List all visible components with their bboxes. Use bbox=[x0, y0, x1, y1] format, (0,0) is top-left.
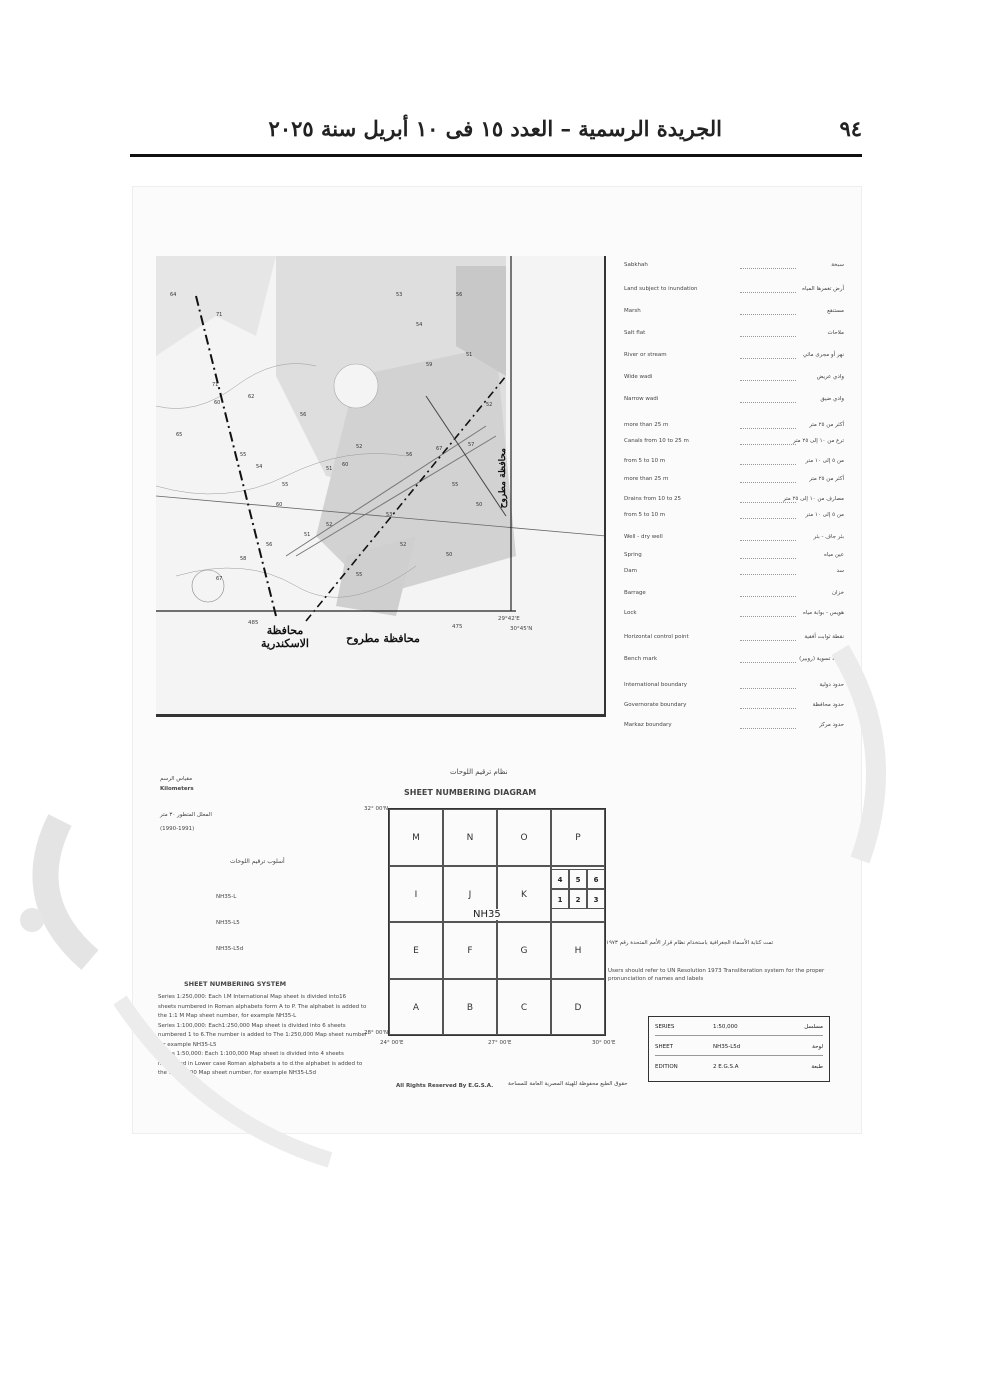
spot-height: 53 bbox=[386, 512, 393, 518]
legend-label-ar: عين مياه bbox=[823, 552, 844, 558]
sub-sheet-cell: 1 bbox=[551, 889, 569, 909]
page-header bbox=[130, 112, 862, 152]
legend-label-en: Land subject to inundation bbox=[624, 286, 698, 292]
example-3: NH35-L5d bbox=[216, 946, 244, 952]
legend-row bbox=[624, 552, 844, 564]
legend-row bbox=[624, 308, 844, 320]
legend-label-en: from 5 to 10 m bbox=[624, 458, 666, 464]
legend-label-en: Barrage bbox=[624, 590, 646, 596]
spot-height: 56 bbox=[300, 412, 307, 418]
rights-en: All Rights Reserved By E.G.S.A. bbox=[396, 1083, 494, 1089]
series-ar: مسلسل bbox=[804, 1024, 823, 1030]
spot-height: 67 bbox=[216, 576, 223, 582]
legend-row bbox=[624, 262, 844, 274]
legend-label-en: Dam bbox=[624, 568, 637, 574]
legend-label-ar: هويس - بوابة مياه bbox=[802, 610, 844, 616]
diagram-center-label: NH35 bbox=[469, 909, 505, 920]
sheet-label: SHEET bbox=[655, 1044, 673, 1050]
diagram-cell: I bbox=[389, 866, 443, 923]
diagram-cell: N bbox=[443, 809, 497, 866]
legend-row bbox=[624, 496, 844, 508]
legend-label-ar: من ٥ إلى ١٠ متر bbox=[805, 512, 844, 518]
system-line: sheets numbered in Roman alphabets form A to P. The alphabet is added to bbox=[158, 1003, 367, 1010]
legend-row bbox=[624, 396, 844, 408]
legend-label-ar: نقطة ثوابت أفقية bbox=[804, 634, 844, 640]
legend-row bbox=[624, 534, 844, 546]
diagram-cell: A bbox=[389, 979, 443, 1036]
spot-height: 53 bbox=[396, 292, 403, 298]
spot-height: 51 bbox=[304, 532, 311, 538]
legend-label-en: Spring bbox=[624, 552, 642, 558]
legend-label-ar: أكثر من ٢٥ متر bbox=[809, 476, 844, 482]
legend-label-en: River or stream bbox=[624, 352, 667, 358]
series-label: SERIES bbox=[655, 1024, 675, 1030]
legend-label-en: Governorate boundary bbox=[624, 702, 687, 708]
diagram-cell: P bbox=[551, 809, 605, 866]
legend-label-en: International boundary bbox=[624, 682, 688, 688]
legend-label-en: Drains from 10 to 25 bbox=[624, 496, 682, 502]
legend-row bbox=[624, 422, 844, 434]
background-watermark bbox=[0, 600, 992, 1220]
legend-leader bbox=[740, 336, 796, 337]
legend-label-en: Markaz boundary bbox=[624, 722, 672, 728]
system-line: numbered in Lower case Roman alphabets a to d.the alphabet is added to bbox=[158, 1060, 363, 1067]
sub-sheet-cell: 2 bbox=[569, 889, 587, 909]
spot-height: 57 bbox=[468, 442, 475, 448]
legend-leader bbox=[740, 444, 796, 445]
survey-date: (1990-1991) bbox=[160, 826, 195, 832]
sub-sheet-cell: 4 bbox=[551, 869, 569, 889]
sub-sheet-cell: 5 bbox=[569, 869, 587, 889]
spot-height: 55 bbox=[240, 452, 247, 458]
legend-label-ar: بئر جاف - بئر bbox=[813, 534, 844, 540]
header-rule bbox=[130, 154, 862, 157]
legend-label-ar: أرض تغمرها المياه bbox=[802, 286, 844, 292]
lon-mid: 27° 00'E bbox=[488, 1040, 512, 1046]
legend-leader bbox=[740, 574, 796, 575]
sheet-ar: لوحة bbox=[812, 1044, 823, 1050]
legend-row bbox=[624, 286, 844, 298]
legend-label-ar: نقطة تسوية (روبير) bbox=[799, 656, 844, 662]
legend-label-ar: ملاحات bbox=[827, 330, 844, 336]
spot-height: 56 bbox=[406, 452, 413, 458]
legend-leader bbox=[740, 428, 796, 429]
page-number: ٩٤ bbox=[839, 116, 862, 141]
spot-height: 51 bbox=[466, 352, 473, 358]
spot-height: 62 bbox=[248, 394, 255, 400]
legend-label-ar: حدود دولية bbox=[819, 682, 844, 688]
legend-label-ar: وادي عريض bbox=[816, 374, 844, 380]
legend-label-ar: مستنقع bbox=[827, 308, 844, 314]
diagram-cell: K bbox=[497, 866, 551, 923]
series-value: 1:50,000 bbox=[713, 1024, 738, 1030]
diagram-cell: D bbox=[551, 979, 605, 1036]
rights-ar: حقوق الطبع محفوظة للهيئة المصرية العامة للمساحة bbox=[508, 1081, 628, 1087]
legend-leader bbox=[740, 402, 796, 403]
legend-row bbox=[624, 568, 844, 580]
legend-label-ar: سد bbox=[836, 568, 844, 574]
spot-height: 60 bbox=[276, 502, 283, 508]
sub-sheet-cell: 3 bbox=[587, 889, 605, 909]
legend-leader bbox=[740, 380, 796, 381]
legend-leader bbox=[740, 292, 796, 293]
legend-row bbox=[624, 438, 844, 450]
system-line: Series 1:50,000: Each 1:100,000 Map sheet is divided into 4 sheets bbox=[158, 1051, 344, 1057]
spot-height: 67 bbox=[436, 446, 443, 452]
legend-label-ar: ترع من ١٠ إلى ٢٥ متر bbox=[792, 438, 844, 444]
spot-height: 54 bbox=[256, 464, 263, 470]
spot-height: 55 bbox=[282, 482, 289, 488]
legend-label-ar: سبخة bbox=[831, 262, 844, 268]
spot-height: 51 bbox=[326, 466, 333, 472]
legend-label-en: Horizontal control point bbox=[624, 634, 689, 640]
spot-height: 55 bbox=[356, 572, 363, 578]
diagram-title-ar: نظام ترقيم اللوحات bbox=[450, 768, 508, 776]
diagram-cell: B bbox=[443, 979, 497, 1036]
diagram-cell: O bbox=[497, 809, 551, 866]
coord-corner: 30°45'N bbox=[510, 626, 533, 632]
legend-label-en: more than 25 m bbox=[624, 422, 669, 428]
system-line: for example NH35-L5 bbox=[158, 1041, 217, 1048]
system-line: Series 1:250,000: Each I.M International Map sheet is divided into16 bbox=[158, 994, 347, 1000]
spot-height: 52 bbox=[326, 522, 333, 528]
alexandria-governorate-label: محافظة الاسكندرية bbox=[261, 624, 309, 650]
legend-label-ar: وادي ضيق bbox=[820, 396, 844, 402]
diagram-title-en: SHEET NUMBERING DIAGRAM bbox=[404, 788, 537, 797]
spot-height: 60 bbox=[342, 462, 349, 468]
diagram-cell: C bbox=[497, 979, 551, 1036]
legend-label-ar: نهر أو مجرى مائي bbox=[802, 352, 844, 358]
legend-label-en: Sabkhah bbox=[624, 262, 648, 268]
system-line: the 1:1 M Map sheet number, for example NH35-L bbox=[158, 1013, 297, 1019]
transliteration-en-2: pronunciation of names and labels bbox=[608, 976, 704, 982]
legend-label-ar: حدود مركز bbox=[819, 722, 844, 728]
scale-label-en: Kilometers bbox=[160, 786, 194, 792]
legend-leader bbox=[740, 464, 796, 465]
legend-label-ar: أكثر من ٢٥ متر bbox=[809, 422, 844, 428]
lat-top: 32° 00'N bbox=[364, 806, 389, 812]
legend-leader bbox=[740, 502, 796, 503]
legend-label-en: Bench mark bbox=[624, 656, 658, 662]
legend-label-ar: حدود محافظة bbox=[812, 702, 844, 708]
legend-leader bbox=[740, 558, 796, 559]
transliteration-en-1: Users should refer to UN Resolution 1973 Transliteration system for the proper bbox=[608, 968, 825, 974]
diagram-cell: H bbox=[551, 922, 605, 979]
diagram-cell: F bbox=[443, 922, 497, 979]
legend-row bbox=[624, 330, 844, 342]
diagram-cell: E bbox=[389, 922, 443, 979]
lon-right: 30° 00'E bbox=[592, 1040, 616, 1046]
spot-height: 64 bbox=[170, 292, 177, 298]
matrouh-side-label: محافظة مطروح bbox=[498, 448, 508, 509]
diagram-cell: G bbox=[497, 922, 551, 979]
legend-leader bbox=[740, 268, 796, 269]
sub-sheet-cell: 6 bbox=[587, 869, 605, 889]
example-1: NH35-L bbox=[216, 894, 237, 900]
grid-label-2: 475 bbox=[452, 624, 463, 630]
diagram-cell: M bbox=[389, 809, 443, 866]
spot-height: 52 bbox=[400, 542, 407, 548]
spot-height: 59 bbox=[426, 362, 433, 368]
spot-height: 52 bbox=[486, 402, 493, 408]
sheet-value: NH35-L5d bbox=[713, 1044, 741, 1050]
spot-height: 58 bbox=[240, 556, 247, 562]
spot-height: 50 bbox=[476, 502, 483, 508]
legend-label-en: more than 25 m bbox=[624, 476, 669, 482]
projection-ar: المعلل المتطور ٣٠ متر bbox=[160, 812, 212, 818]
legend-label-en: Wide wadi bbox=[624, 374, 653, 380]
legend-row bbox=[624, 512, 844, 524]
diagram-cell: J bbox=[443, 866, 497, 923]
spot-height: 60 bbox=[214, 400, 221, 406]
legend-leader bbox=[740, 314, 796, 315]
legend-label-ar: خزان bbox=[831, 590, 844, 596]
spot-height: 71 bbox=[212, 382, 219, 388]
spot-height: 55 bbox=[452, 482, 459, 488]
edition-value: 2 E.G.S.A bbox=[713, 1064, 739, 1070]
legend-label-en: Canals from 10 to 25 m bbox=[624, 438, 689, 444]
scale-label-ar: مقياس الرسم bbox=[160, 776, 193, 782]
legend-label-en: Lock bbox=[624, 610, 637, 616]
legend-label-en: Marsh bbox=[624, 308, 641, 314]
system-line: numbered 1 to 6.The number is added to The 1:250,000 Map sheet number bbox=[158, 1032, 367, 1038]
system-line: Series 1:100,000: Each1:250,000 Map sheet is divided into 6 sheets bbox=[158, 1022, 346, 1029]
legend-label-en: from 5 to 10 m bbox=[624, 512, 666, 518]
spot-height: 71 bbox=[216, 312, 223, 318]
legend-label-en: Well - dry well bbox=[624, 534, 663, 540]
legend-row bbox=[624, 374, 844, 386]
legend-leader bbox=[740, 518, 796, 519]
coord-bottom: 29°42'E bbox=[498, 616, 520, 622]
legend-leader bbox=[740, 540, 796, 541]
spot-height: 54 bbox=[416, 322, 423, 328]
legend-label-en: Narrow wadi bbox=[624, 396, 659, 402]
legend-leader bbox=[740, 358, 796, 359]
edition-ar: طبعة bbox=[811, 1064, 823, 1070]
grid-label-1: 485 bbox=[248, 620, 259, 626]
edition-label: EDITION bbox=[655, 1064, 678, 1070]
lat-bottom: 28° 00'N bbox=[364, 1030, 389, 1036]
system-line: the 1:100,000 Map sheet number, for example NH35-L5d bbox=[158, 1070, 316, 1076]
spot-height: 65 bbox=[176, 432, 183, 438]
spot-height: 50 bbox=[446, 552, 453, 558]
legend-leader bbox=[740, 596, 796, 597]
legend-label-en: Salt flat bbox=[624, 330, 646, 336]
legend-row bbox=[624, 476, 844, 488]
spot-height: 52 bbox=[356, 444, 363, 450]
transliteration-ar: تمت كتابة الأسماء الجغرافية باستخدام نظام قرار الأمم المتحدة رقم ١٩٧٣ bbox=[606, 940, 774, 946]
spot-height: 56 bbox=[456, 292, 463, 298]
gazette-title: الجريدة الرسمية – العدد ١٥ فى ١٠ أبريل سنة ٢٠٢٥ bbox=[268, 116, 722, 141]
legend-row bbox=[624, 458, 844, 470]
legend-leader bbox=[740, 482, 796, 483]
system-title-ar: أسلوب ترقيم اللوحات bbox=[230, 858, 285, 865]
legend-label-ar: مصارف من ١٠ إلى ٢٥ متر bbox=[783, 496, 844, 502]
legend-row bbox=[624, 352, 844, 364]
example-2: NH35-L5 bbox=[216, 920, 240, 926]
matrouh-governorate-label: محافظة مطروح bbox=[346, 632, 420, 645]
system-title-en: SHEET NUMBERING SYSTEM bbox=[184, 980, 287, 988]
spot-height: 56 bbox=[266, 542, 273, 548]
legend-label-ar: من ٥ إلى ١٠ متر bbox=[805, 458, 844, 464]
lon-left: 24° 00'E bbox=[380, 1040, 404, 1046]
